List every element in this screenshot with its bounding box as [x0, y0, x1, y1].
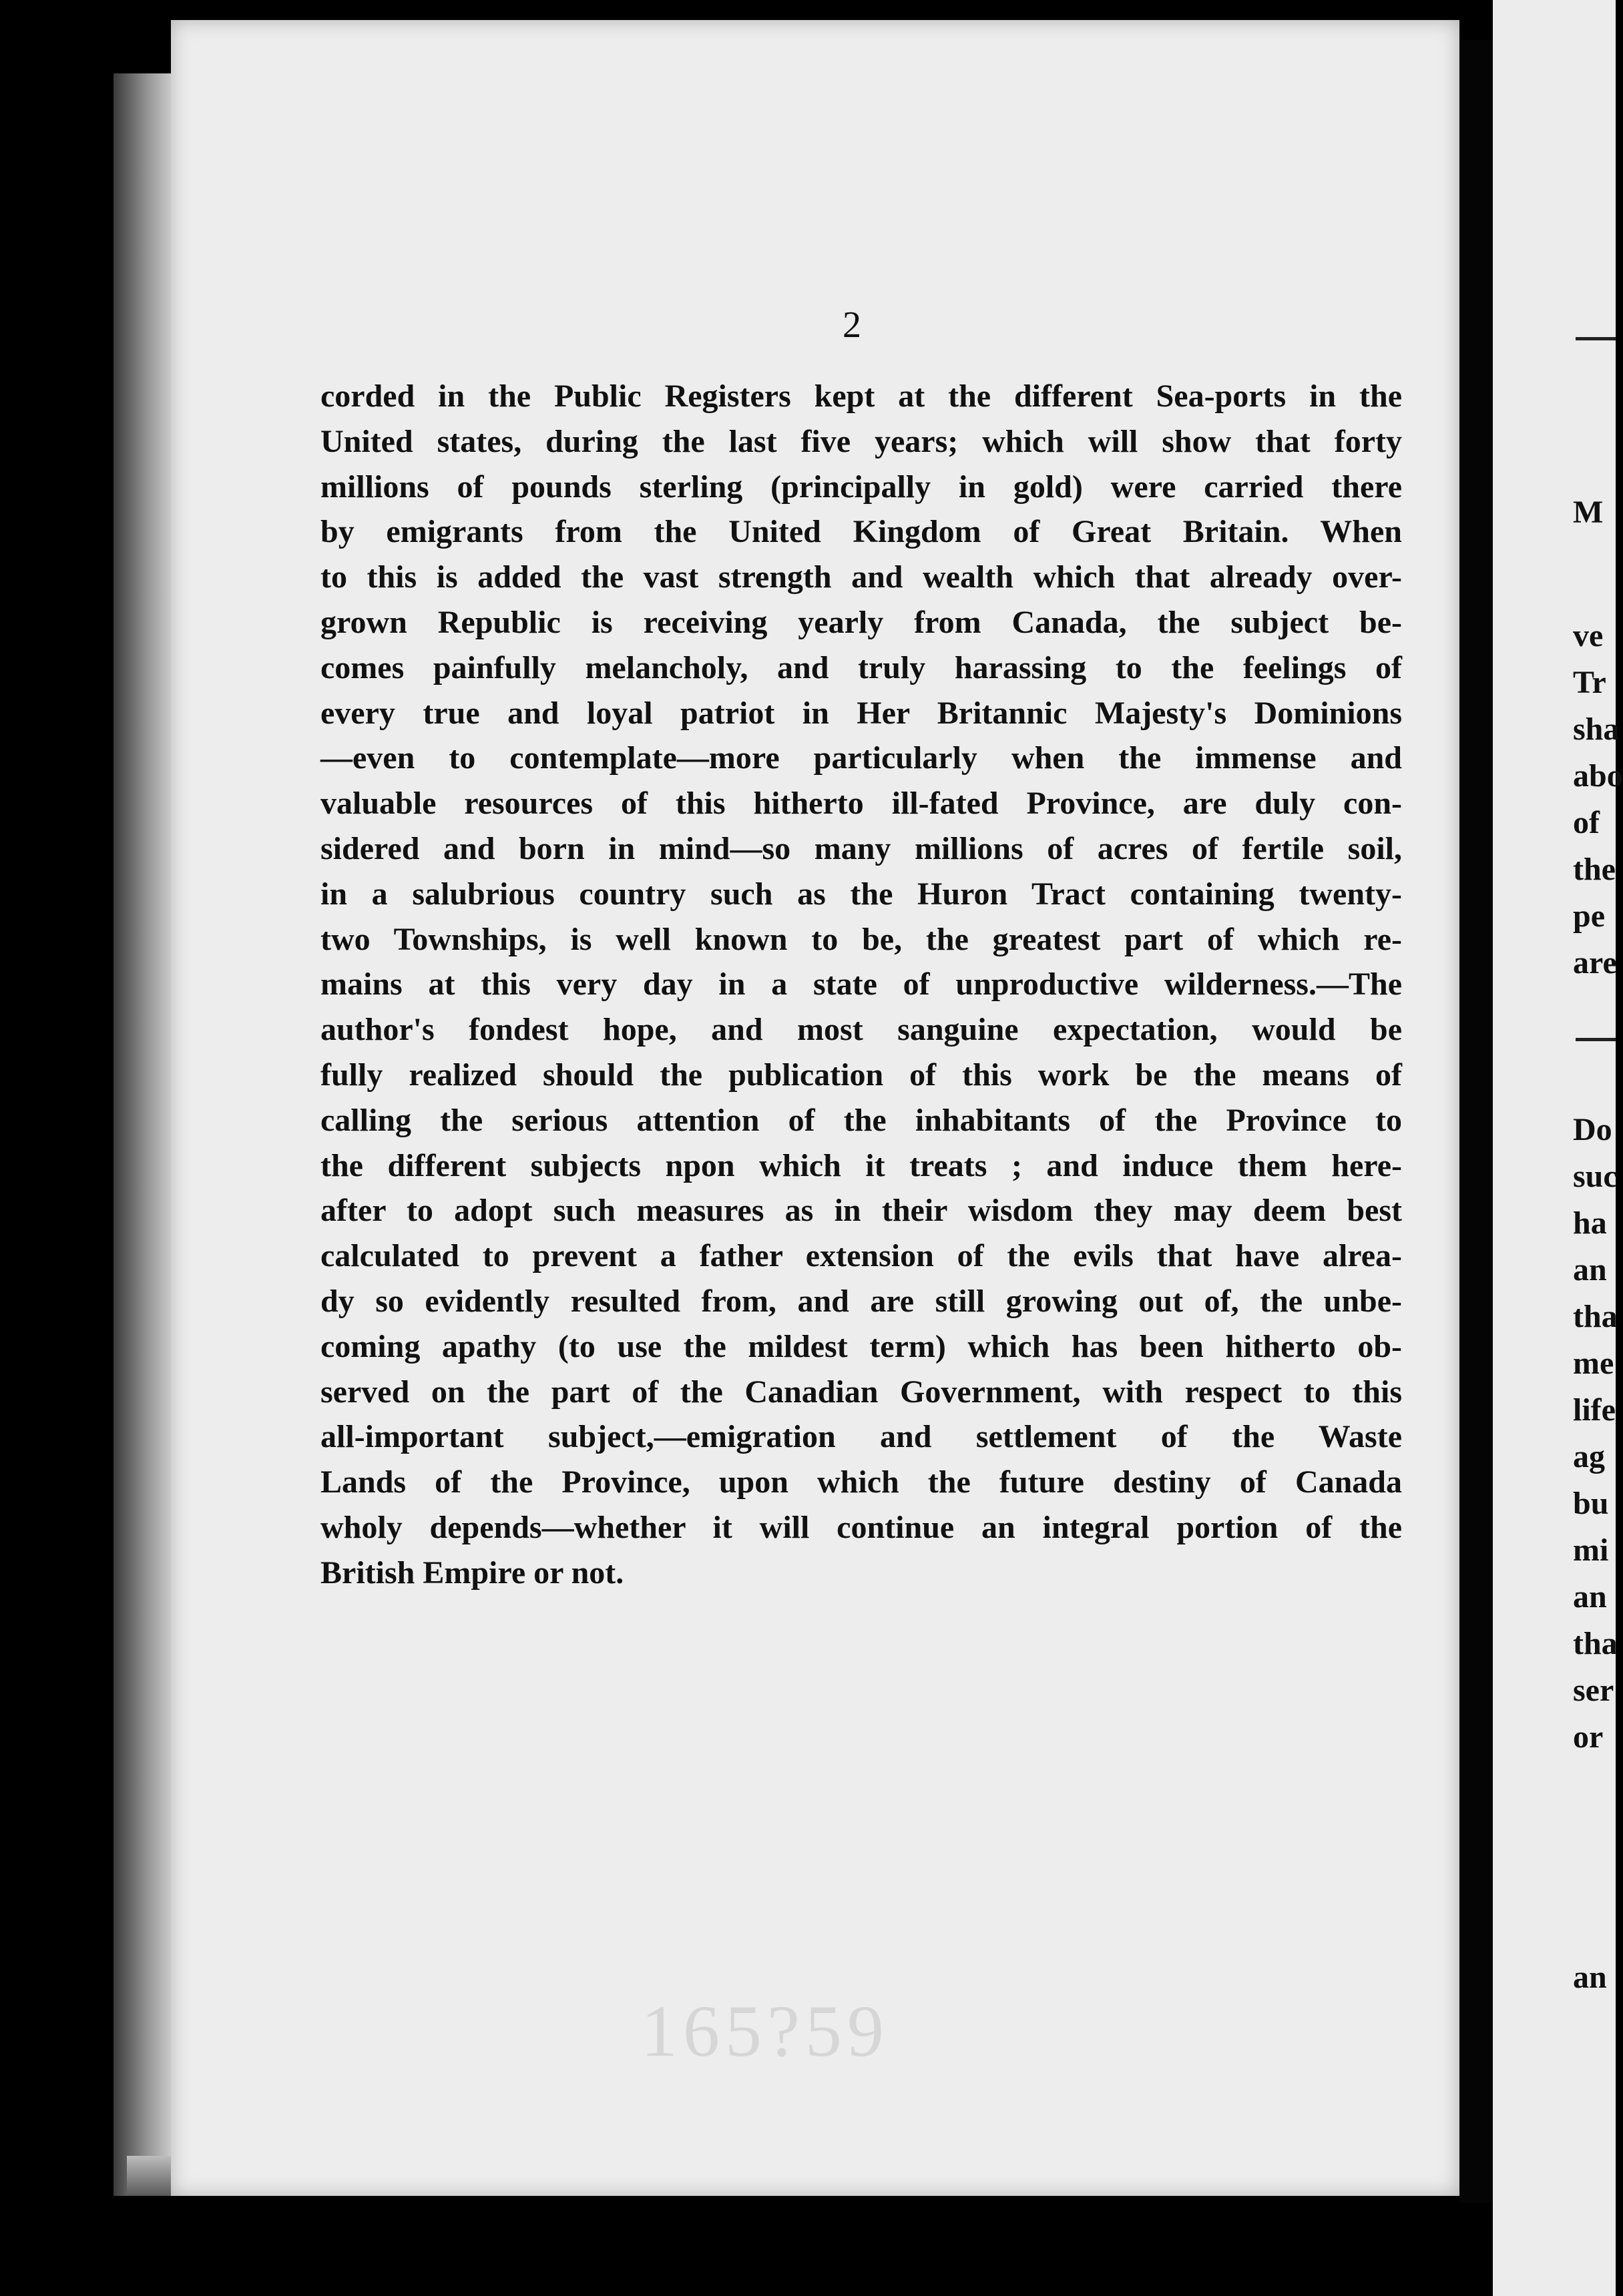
facing-page-fragment: ag	[1573, 1439, 1605, 1474]
text-line: served on the part of the Canadian Government, with respect to this	[320, 1374, 1402, 1410]
text-line: coming apathy (to use the mildest term) which has been hitherto ob-	[320, 1328, 1402, 1364]
text-line: author's fondest hope, and most sanguine expectation, would be	[320, 1012, 1402, 1048]
text-line: United states, during the last five years; which will show that forty	[320, 423, 1402, 459]
facing-page-fragment: or	[1573, 1719, 1604, 1755]
facing-page-fragment: ser	[1573, 1673, 1614, 1708]
text-line: calculated to prevent a father extension of the evils that have alrea-	[320, 1238, 1402, 1274]
text-line: corded in the Public Registers kept at the different Sea-ports in the	[320, 378, 1402, 414]
facing-page-fragment: an	[1573, 1960, 1607, 1995]
page-number: 2	[843, 304, 861, 346]
text-line: comes painfully melancholy, and truly harassing to the feelings of	[320, 649, 1402, 685]
facing-page-fragment: M	[1573, 495, 1604, 530]
bleed-through-stamp: 165?59	[641, 1990, 889, 2072]
facing-page-fragment: Tr	[1573, 665, 1606, 700]
text-line: fully realized should the publication of this work be the means of	[320, 1057, 1402, 1093]
text-line: Lands of the Province, upon which the future destiny of Canada	[320, 1464, 1402, 1500]
text-line: to this is added the vast strength and wealth which that already over-	[320, 559, 1402, 595]
facing-page-fragment: Do	[1573, 1112, 1612, 1147]
text-line: the different subjects npon which it treats ; and induce them here-	[320, 1147, 1402, 1183]
text-line: British Empire or not.	[320, 1554, 624, 1591]
facing-page-fragment: ha	[1573, 1205, 1607, 1241]
facing-page-fragment: me	[1573, 1346, 1614, 1381]
text-line: mains at this very day in a state of unproductive wilderness.—The	[320, 966, 1402, 1002]
text-line: millions of pounds sterling (principally in gold) were carried there	[320, 469, 1402, 505]
facing-page	[1493, 0, 1616, 2296]
text-line: two Townships, is well known to be, the greatest part of which re-	[320, 921, 1402, 957]
text-line: wholy depends—whether it will continue an integral portion of the	[320, 1509, 1402, 1545]
facing-page-fragment: bu	[1573, 1486, 1609, 1521]
text-line: in a salubrious country such as the Huron Tract containing twenty-	[320, 876, 1402, 912]
text-line: calling the serious attention of the inhabitants of the Province to	[320, 1102, 1402, 1138]
facing-page-fragment: mi	[1573, 1532, 1609, 1568]
binding-shadow	[113, 73, 174, 2196]
facing-page-fragment: tha	[1573, 1299, 1618, 1334]
text-line: by emigrants from the United Kingdom of Great Britain. When	[320, 514, 1402, 550]
facing-page-rule	[1576, 1038, 1616, 1041]
text-line: every true and loyal patriot in Her Britannic Majesty's Dominions	[320, 695, 1402, 731]
text-line: sidered and born in mind—so many millions of acres of fertile soil,	[320, 830, 1402, 866]
facing-page-rule	[1576, 337, 1616, 340]
facing-page-fragment: suc	[1573, 1159, 1618, 1194]
facing-page-fragment: are	[1573, 945, 1617, 980]
text-line: grown Republic is receiving yearly from Canada, the subject be-	[320, 604, 1402, 640]
facing-page-fragment: sha	[1573, 711, 1620, 747]
text-line: dy so evidently resulted from, and are still growing out of, the unbe-	[320, 1283, 1402, 1319]
facing-page-fragment: an	[1573, 1579, 1607, 1615]
facing-page-fragment: the	[1573, 852, 1616, 887]
text-line: all-important subject,—emigration and settlement of the Waste	[320, 1419, 1402, 1455]
facing-page-fragment: pe	[1573, 898, 1605, 934]
body-paragraph	[320, 374, 1402, 1596]
text-line: —even to contemplate—more particularly when the immense and	[320, 740, 1402, 776]
book-gutter	[1459, 40, 1493, 2203]
text-line: valuable resources of this hitherto ill-fated Province, are duly con-	[320, 786, 1402, 822]
facing-page-fragment: of	[1573, 805, 1600, 840]
facing-page-fragment: tha	[1573, 1626, 1618, 1661]
facing-page-fragment: life	[1573, 1392, 1616, 1428]
facing-page-fragment: ve	[1573, 618, 1604, 653]
facing-page-fragment: abo	[1573, 758, 1623, 794]
facing-page-fragment: an	[1573, 1252, 1607, 1287]
text-line: after to adopt such measures as in their wisdom they may deem best	[320, 1193, 1402, 1229]
